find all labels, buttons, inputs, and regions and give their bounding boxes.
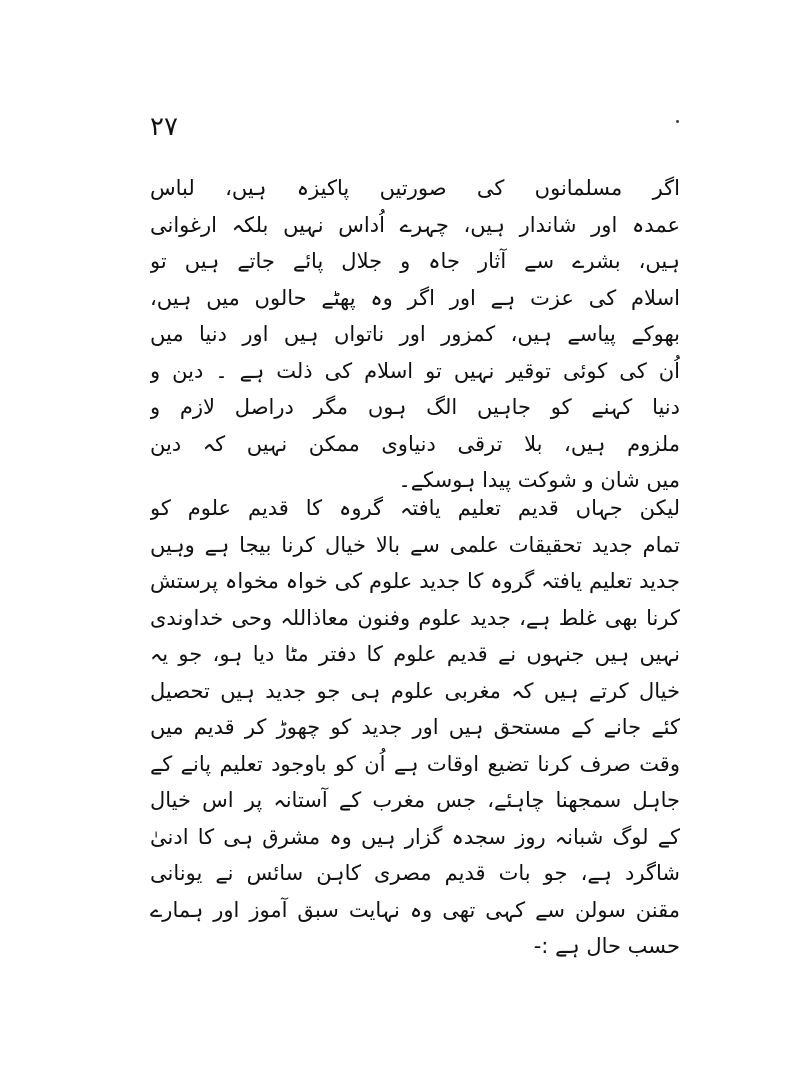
text-line: بھوکے پیاسے ہیں، کمزور اور ناتواں ہیں اور دنیا میں (150, 322, 680, 346)
ink-speck (676, 120, 679, 123)
text-line: نہیں ہیں جنہوں نے قدیم علوم کا دفتر مٹا دیا ہو، جو یہ (150, 642, 680, 666)
text-line: میں شان و شوکت پیدا ہوسکے۔ (398, 468, 680, 492)
text-line: خیال کرتے ہیں کہ مغربی علوم ہی جو جدید ہیں تحصیل (150, 678, 680, 703)
text-line: شاگرد ہے، جو بات قدیم مصری کاہن سائس نے یونانی (150, 861, 680, 885)
body-paragraph (150, 490, 680, 965)
text-line: اسلام کی عزت ہے اور اگر وہ پھٹے حالوں میں ہیں، (150, 285, 680, 310)
text-line: اگر مسلمانوں کی صورتیں پاکیزہ ہیں، لباس (150, 176, 680, 200)
text-line: وقت صرف کرنا تضیع اوقات ہے اُن کو باوجود تعلیم پانے کے (150, 751, 680, 776)
text-line: عمدہ اور شاندار ہیں، چہرے اُداس نہیں بلکہ ارغوانی (150, 212, 680, 237)
text-line: کئے جانے کے مستحق ہیں اور جدید کو چھوڑ کر قدیم میں (150, 715, 680, 739)
text-line: اُن کی کوئی توقیر نہیں تو اسلام کی ذلت ہے ۔ دین و (150, 358, 680, 383)
page-number: ۲۷ (150, 112, 178, 142)
text-line: جاہل سمجھنا چاہئے، جس مغرب کے آستانہ پر اس خیال (150, 788, 680, 812)
text-line: ہیں، بشرے سے آثار جاہ و جلال پائے جاتے ہیں تو (150, 249, 680, 273)
text-line: مقنن سولن سے کہی تھی وہ نہایت سبق آموز اور ہمارے (150, 897, 680, 922)
text-line: لیکن جہاں قدیم تعلیم یافتہ گروہ کا قدیم علوم کو (150, 496, 680, 520)
text-line: جدید تعلیم یافتہ گروہ کا جدید علوم کی خواہ مخواہ پرستش (150, 569, 680, 593)
text-line: ملزوم ہیں، بلا ترقی دنیاوی ممکن نہیں کہ دین (150, 431, 680, 456)
quoted-passage (150, 170, 680, 499)
text-line: تمام جدید تحقیقات علمی سے بالا خیال کرنا بیجا ہے وہیں (150, 532, 680, 557)
text-line: حسب حال ہے :- (533, 934, 680, 958)
text-line: کرنا بھی غلط ہے، جدید علوم وفنون معاذاللہ وحی خداوندی (150, 605, 680, 630)
text-line: دنیا کہنے کو جاہیں الگ ہوں مگر دراصل لازم و (150, 395, 680, 419)
text-line: کے لوگ شبانہ روز سجدہ گزار ہیں وہ مشرق ہی کا ادنیٰ (150, 824, 680, 849)
